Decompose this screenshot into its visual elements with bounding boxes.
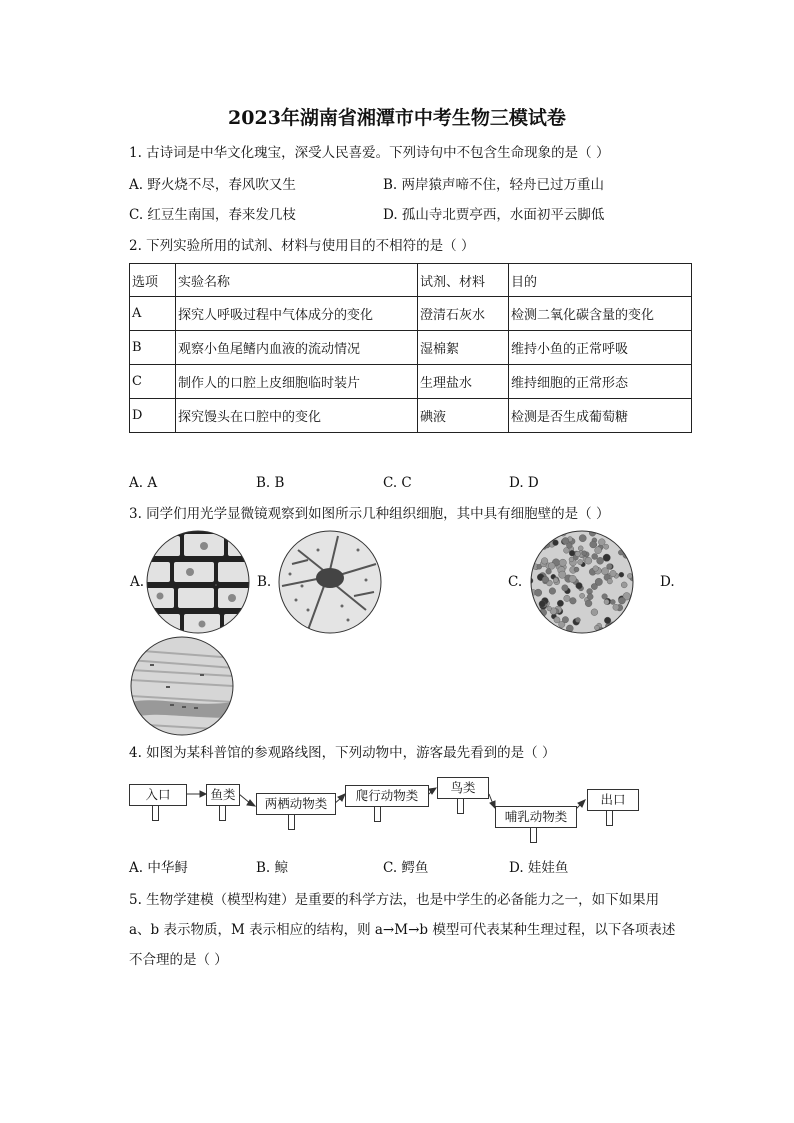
table-cell: C — [130, 365, 176, 399]
muscle-tissue-micrograph — [130, 636, 234, 736]
blood-cell-dot — [593, 566, 599, 572]
blood-cell-dot — [530, 550, 536, 556]
signpost-stem — [288, 814, 295, 830]
blood-cell-dot — [569, 575, 576, 582]
q3-option-d[interactable]: D. — [660, 574, 675, 590]
blood-cell-dot — [592, 554, 598, 560]
blood-cell-dot — [547, 606, 552, 611]
q1-stem: 1. 古诗词是中华文化瑰宝，深受人民喜爱。下列诗句中不包含生命现象的是（ ） — [129, 145, 610, 161]
signpost-stem — [457, 798, 464, 814]
blood-cell-dot — [559, 559, 566, 566]
table-row — [130, 365, 692, 399]
blood-cell-dot — [542, 576, 549, 583]
signpost-stem — [530, 827, 537, 843]
blood-cell-dot — [562, 585, 568, 591]
q1-option-c[interactable]: C. 红豆生南国，春来发几枝 — [129, 207, 296, 223]
table-cell: D — [130, 399, 176, 433]
blood-cell-dot — [627, 573, 632, 578]
blood-cell-dot — [585, 557, 592, 564]
blood-cell-dot — [579, 535, 586, 542]
blood-cell-dot — [614, 630, 621, 634]
flow-box-birds: 鸟类 — [437, 777, 489, 799]
blood-cell-dot — [607, 564, 613, 570]
table-header-cell: 试剂、材料 — [418, 264, 509, 297]
q4-option-c[interactable]: C. 鳄鱼 — [383, 860, 429, 876]
blood-cell-dot — [595, 547, 602, 554]
blood-cell-dot — [609, 631, 614, 635]
table-header-row — [130, 264, 692, 297]
blood-cell-dot — [553, 540, 559, 546]
blood-cell-dot — [576, 582, 583, 589]
blood-cell-dot — [628, 619, 634, 625]
blood-cell-dot — [551, 625, 557, 631]
blood-cell-dot — [530, 627, 535, 633]
table-header-cell: 目的 — [509, 264, 692, 297]
q2-option-d[interactable]: D. D — [509, 475, 539, 491]
q2-option-c[interactable]: C. C — [383, 475, 412, 491]
blood-cell-dot — [604, 544, 609, 549]
table-row — [130, 399, 692, 433]
blood-cell-dot — [621, 582, 627, 588]
blood-cell-dot — [578, 559, 583, 564]
blood-cell-dot — [559, 571, 566, 578]
blood-cell-dot — [557, 600, 563, 606]
table-cell: B — [130, 331, 176, 365]
signpost-stem — [606, 810, 613, 826]
q3-option-c[interactable]: C. — [508, 574, 523, 590]
blood-cell-dot — [548, 563, 555, 570]
blood-cell-dot — [553, 578, 558, 583]
table-row — [130, 331, 692, 365]
q2-option-a[interactable]: A. A — [129, 475, 158, 491]
blood-cell-dot — [630, 555, 634, 560]
q3-option-b[interactable]: B. — [257, 574, 272, 590]
blood-cell-dot — [622, 530, 628, 535]
blood-cell-dot — [530, 546, 535, 552]
q1-option-a[interactable]: A. 野火烧不尽，春风吹又生 — [129, 177, 296, 193]
blood-cell-dot — [619, 597, 626, 604]
blood-cell-dot — [591, 609, 598, 616]
q3-option-a[interactable]: A. — [130, 574, 145, 590]
blood-cell-dot — [582, 551, 587, 556]
blood-cell-dot — [549, 588, 556, 595]
signpost-stem — [152, 805, 159, 821]
flow-box-amphibians: 两栖动物类 — [256, 793, 336, 815]
blood-cell-dot — [562, 617, 568, 623]
table-header-cell: 选项 — [130, 264, 176, 297]
blood-cell-dot — [530, 610, 534, 615]
blood-cell-dot — [546, 569, 552, 575]
blood-cell-dot — [569, 557, 574, 562]
blood-cell-dot — [622, 617, 629, 624]
blood-cell-dot — [530, 613, 537, 621]
blood-cell-dot — [590, 541, 597, 548]
blood-cell-dot — [564, 548, 570, 554]
blood-cell-dot — [591, 584, 597, 590]
q5-stem-line3: 不合理的是（ ） — [129, 952, 228, 968]
table-cell: 观察小鱼尾鳍内血液的流动情况 — [176, 331, 418, 365]
blood-cell-micrograph — [530, 530, 634, 634]
signpost-stem — [219, 805, 226, 821]
blood-cell-dot — [554, 617, 560, 623]
q4-option-b[interactable]: B. 鲸 — [256, 860, 289, 876]
q4-stem: 4. 如图为某科普馆的参观路线图，下列动物中，游客最先看到的是（ ） — [129, 745, 556, 761]
flow-box-fish: 鱼类 — [206, 784, 240, 806]
blood-cell-dot — [535, 530, 541, 535]
table-cell: 维持小鱼的正常呼吸 — [509, 331, 692, 365]
table-cell: 维持细胞的正常形态 — [509, 365, 692, 399]
blood-cell-dot — [530, 629, 534, 635]
blood-cell-dot — [564, 595, 570, 601]
blood-cell-dot — [569, 550, 575, 556]
table-cell: 检测二氧化碳含量的变化 — [509, 297, 692, 331]
table-cell: 制作人的口腔上皮细胞临时装片 — [176, 365, 418, 399]
blood-cell-dot — [607, 627, 614, 634]
table-cell: 澄清石灰水 — [418, 297, 509, 331]
q4-option-a[interactable]: A. 中华鲟 — [129, 860, 188, 876]
blood-cell-dot — [613, 604, 619, 610]
blood-cell-dot — [624, 615, 631, 622]
flow-box-mammals: 哺乳动物类 — [495, 806, 577, 828]
blood-cell-dot — [535, 627, 542, 634]
blood-cell-dot — [536, 544, 542, 550]
table-cell: 探究人呼吸过程中气体成分的变化 — [176, 297, 418, 331]
experiment-table — [129, 263, 692, 433]
q5-stem-line2: a、b 表示物质，M 表示相应的结构，则 a→M→b 模型可代表某种生理过程，以下各项表述 — [129, 922, 676, 938]
q1-option-d[interactable]: D. 孤山寺北贾亭西，水面初平云脚低 — [383, 207, 605, 223]
blood-cell-dot — [530, 609, 535, 615]
blood-cell-dot — [627, 530, 633, 534]
blood-cell-dot — [603, 554, 610, 561]
flow-box-reptiles: 爬行动物类 — [345, 785, 429, 807]
blood-cell-dot — [607, 579, 612, 584]
blood-cell-dot — [619, 536, 624, 541]
table-cell: 生理盐水 — [418, 365, 509, 399]
q2-option-b[interactable]: B. B — [256, 475, 285, 491]
blood-cell-dot — [587, 589, 593, 595]
blood-cell-dot — [541, 558, 548, 565]
blood-cell-dot — [597, 557, 604, 564]
table-header-cell: 实验名称 — [176, 264, 418, 297]
table-cell: 检测是否生成葡萄糖 — [509, 399, 692, 433]
blood-cell-dot — [539, 601, 546, 608]
blood-cell-dot — [575, 618, 580, 623]
table-cell: 探究馒头在口腔中的变化 — [176, 399, 418, 433]
blood-cell-dot — [562, 538, 569, 545]
blood-cell-dot — [544, 537, 550, 543]
blood-cell-dot — [530, 548, 534, 555]
q1-option-b[interactable]: B. 两岸猿声啼不住，轻舟已过万重山 — [383, 177, 605, 193]
blood-cell-dot — [604, 617, 611, 624]
blood-cell-dot — [585, 600, 592, 607]
q4-option-d[interactable]: D. 娃娃鱼 — [509, 860, 569, 876]
blood-cell-dot — [619, 572, 624, 577]
q5-stem-line1: 5. 生物学建模（模型构建）是重要的科学方法，也是中学生的必备能力之一，如下如果用 — [129, 892, 660, 908]
blood-cell-dot — [610, 570, 616, 576]
blood-cell-dot — [587, 594, 593, 600]
plant-cell-micrograph — [146, 530, 250, 634]
blood-cell-dot — [535, 589, 542, 596]
blood-cell-dot — [629, 530, 634, 533]
blood-cell-dot — [578, 546, 583, 551]
page-title: 2023年湖南省湘潭市中考生物三模试卷 — [228, 107, 566, 129]
blood-cell-dot — [555, 630, 561, 634]
table-cell: A — [130, 297, 176, 331]
blood-cell-dot — [598, 539, 605, 546]
neuron-micrograph — [278, 530, 382, 634]
table-cell: 湿棉絮 — [418, 331, 509, 365]
blood-cell-dot — [594, 625, 599, 630]
blood-cell-dot — [580, 593, 585, 598]
blood-cell-dot — [536, 620, 542, 626]
table-row — [130, 297, 692, 331]
blood-cell-dot — [604, 599, 609, 604]
table-cell: 碘液 — [418, 399, 509, 433]
blood-cell-dot — [574, 567, 579, 572]
blood-cell-dot — [615, 537, 620, 542]
blood-cell-dot — [570, 598, 577, 605]
q3-stem: 3. 同学们用光学显微镜观察到如图所示几种组织细胞，其中具有细胞壁的是（ ） — [129, 506, 610, 522]
blood-cell-dot — [613, 534, 619, 540]
signpost-stem — [374, 806, 381, 822]
blood-cell-dot — [610, 600, 615, 605]
flow-box-exit: 出口 — [587, 789, 639, 811]
q2-stem: 2. 下列实验所用的试剂、材料与使用目的不相符的是（ ） — [129, 238, 475, 254]
blood-cell-dot — [575, 551, 580, 556]
flow-box-entrance: 入口 — [129, 784, 187, 806]
